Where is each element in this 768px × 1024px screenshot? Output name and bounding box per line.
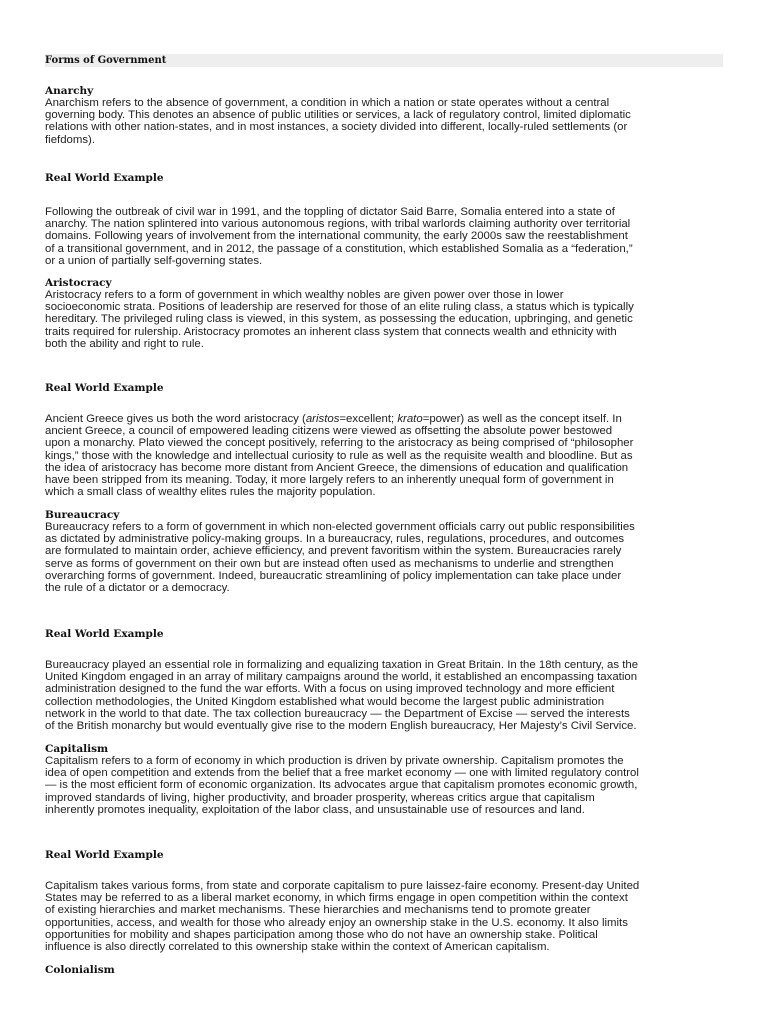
text-line: collection methodologies, the United Kingdom established what would become the largest public administration bbox=[45, 695, 605, 708]
text-line: administration designed to the fund the war efforts. With a focus on using improved technology and more efficient bbox=[45, 683, 615, 696]
text-line: — is the most efficient form of economic organization. Its advocates argue that capitalism promotes economic growth, bbox=[45, 779, 638, 792]
text-line: traits required for rulership. Aristocracy promotes an inherent class system that connects wealth and ethnicity with bbox=[45, 325, 617, 338]
text-line: ancient Greece, a council of empowered leading citizens were viewed as offsetting the absolute power bestowed bbox=[45, 425, 613, 438]
text-line: Aristocracy refers to a form of government in which wealthy nobles are given power over those in lower bbox=[45, 289, 564, 301]
text-line: fiefdoms). bbox=[45, 133, 96, 146]
text-line: inherently promotes inequality, exploitation of the labor class, and unsustainable use of resources and land. bbox=[45, 803, 585, 816]
text-line: of a transitional government, and in 2012, the passage of a constitution, which established Somalia as a “federation,” bbox=[45, 242, 633, 255]
text-line: as dictated by administrative policy-making groups. In a bureaucracy, rules, regulations, procedures, and outcomes bbox=[45, 533, 625, 546]
definition-anarchy bbox=[45, 97, 723, 146]
heading-colonialism: Colonialism bbox=[45, 964, 115, 976]
text-line: socioeconomic strata. Positions of leadership are reserved for those of an elite ruling class, a status which is typically bbox=[45, 301, 634, 314]
text-run: =power) as well as the concept itself. In bbox=[422, 413, 622, 425]
definition-capitalism bbox=[45, 755, 723, 816]
heading-aristocracy: Aristocracy bbox=[45, 277, 112, 289]
text-line: kings,” those with the knowledge and intellectual curiosity to rule as well as the requisite wealth and bloodline. But as bbox=[45, 449, 633, 462]
text-line: governing body. This denotes an absence of public utilities or services, a lack of regulatory control, limited diplomatic bbox=[45, 109, 631, 122]
text-run: =excellent; bbox=[339, 413, 398, 425]
text-line: opportunities for mobility and shapes participation among those who do not have an ownership stake. Political bbox=[45, 928, 598, 941]
text-line: Capitalism refers to a form of economy in which production is driven by private ownership. Capitalism promotes the bbox=[45, 755, 624, 767]
text-line: are formulated to maintain order, achieve efficiency, and prevent favoritism within the system. Bureaucracies rarely bbox=[45, 545, 622, 558]
text-line: of the British monarchy but would eventually give rise to the modern English bureaucracy, Her Majesty’s Civil Service. bbox=[45, 720, 637, 733]
text-line: anarchy. The nation splintered into various autonomous regions, with tribal warlords claiming authority over territorial bbox=[45, 218, 631, 231]
text-line: overarching forms of government. Indeed, bureaucratic streamlining of policy implementation can take place under bbox=[45, 569, 622, 582]
text-line: Anarchism refers to the absence of government, a condition in which a nation or state operates without a central bbox=[45, 97, 610, 109]
text-line: Capitalism takes various forms, from state and corporate capitalism to pure laissez-faire economy. Present-day United bbox=[45, 880, 640, 892]
example-heading-capitalism: Real World Example bbox=[45, 849, 164, 861]
text-line: domains. Following years of involvement from the international community, the early 2000s saw the reestablishment bbox=[45, 230, 628, 243]
text-line: opportunities, access, and wealth for those who already enjoy an ownership stake in the U.S. economy. It also limits bbox=[45, 916, 628, 929]
text-line: of existing hierarchies and market mechanisms. These hierarchies and mechanisms tend to promote greater bbox=[45, 904, 591, 917]
text-line: have been stripped from its meaning. Today, it more largely refers to an inherently unequal form of government in bbox=[45, 474, 614, 487]
example-heading-bureaucracy: Real World Example bbox=[45, 628, 164, 640]
text-line bbox=[45, 413, 723, 425]
text-line: serve as forms of government on their own but are instead often used as mechanisms to underlie and strengthen bbox=[45, 557, 614, 570]
heading-anarchy: Anarchy bbox=[45, 85, 94, 97]
text-line: hereditary. The privileged ruling class is viewed, in this system, as possessing the education, upbringing, and genetic bbox=[45, 313, 633, 326]
text-line: States may be referred to as a liberal market economy, in which firms engage in open competition within the context bbox=[45, 892, 628, 905]
text-run: Ancient Greece gives us both the word aristocracy ( bbox=[45, 413, 306, 425]
example-bureaucracy bbox=[45, 659, 723, 732]
text-line: Bureaucracy refers to a form of government in which non-elected government officials carry out public responsibilities bbox=[45, 521, 635, 533]
example-aristocracy bbox=[45, 413, 723, 498]
text-line: the rule of a dictator or a democracy. bbox=[45, 582, 230, 595]
text-line: United Kingdom engaged in an array of military campaigns around the world, it established an encompassing taxation bbox=[45, 671, 638, 684]
text-line: relations with other nation-states, and in most instances, a society divided into different, locally-ruled settlements (or bbox=[45, 121, 628, 134]
heading-capitalism: Capitalism bbox=[45, 743, 109, 755]
text-line: improved standards of living, higher productivity, and broader prosperity, whereas critics argue that capitalism bbox=[45, 791, 595, 804]
text-line: the idea of aristocracy has become more distant from Ancient Greece, the dimensions of education and qualification bbox=[45, 461, 629, 474]
text-line: upon a monarchy. Plato viewed the concept positively, referring to the aristocracy as being comprised of “philosopher bbox=[45, 437, 634, 450]
greek-term: krato bbox=[397, 413, 423, 425]
heading-bureaucracy: Bureaucracy bbox=[45, 509, 120, 521]
text-line: Bureaucracy played an essential role in formalizing and equalizing taxation in Great Britain. In the 18th century, as the bbox=[45, 659, 639, 671]
greek-term: aristos bbox=[305, 413, 340, 425]
page-title: Forms of Government bbox=[45, 55, 167, 66]
text-line: both the ability and right to rule. bbox=[45, 337, 204, 350]
definition-bureaucracy bbox=[45, 521, 723, 594]
example-heading-aristocracy: Real World Example bbox=[45, 382, 164, 394]
definition-aristocracy bbox=[45, 289, 723, 350]
text-line: or a union of partially self-governing states. bbox=[45, 254, 263, 267]
text-line: network in the world to that date. The tax collection bureaucracy — the Department of Excise — served the interests bbox=[45, 707, 630, 720]
text-line: influence is also directly correlated to this ownership stake within the context of American capitalism. bbox=[45, 941, 550, 954]
text-line: Following the outbreak of civil war in 1991, and the toppling of dictator Said Barre, Somalia entered into a state of bbox=[45, 206, 615, 218]
example-anarchy bbox=[45, 206, 723, 267]
text-line: which a small class of wealthy elites rules the majority population. bbox=[45, 486, 376, 499]
example-heading-anarchy: Real World Example bbox=[45, 172, 164, 184]
text-line: idea of open competition and extends from the belief that a free market economy — one with limited regulatory control bbox=[45, 767, 639, 780]
example-capitalism bbox=[45, 880, 723, 953]
